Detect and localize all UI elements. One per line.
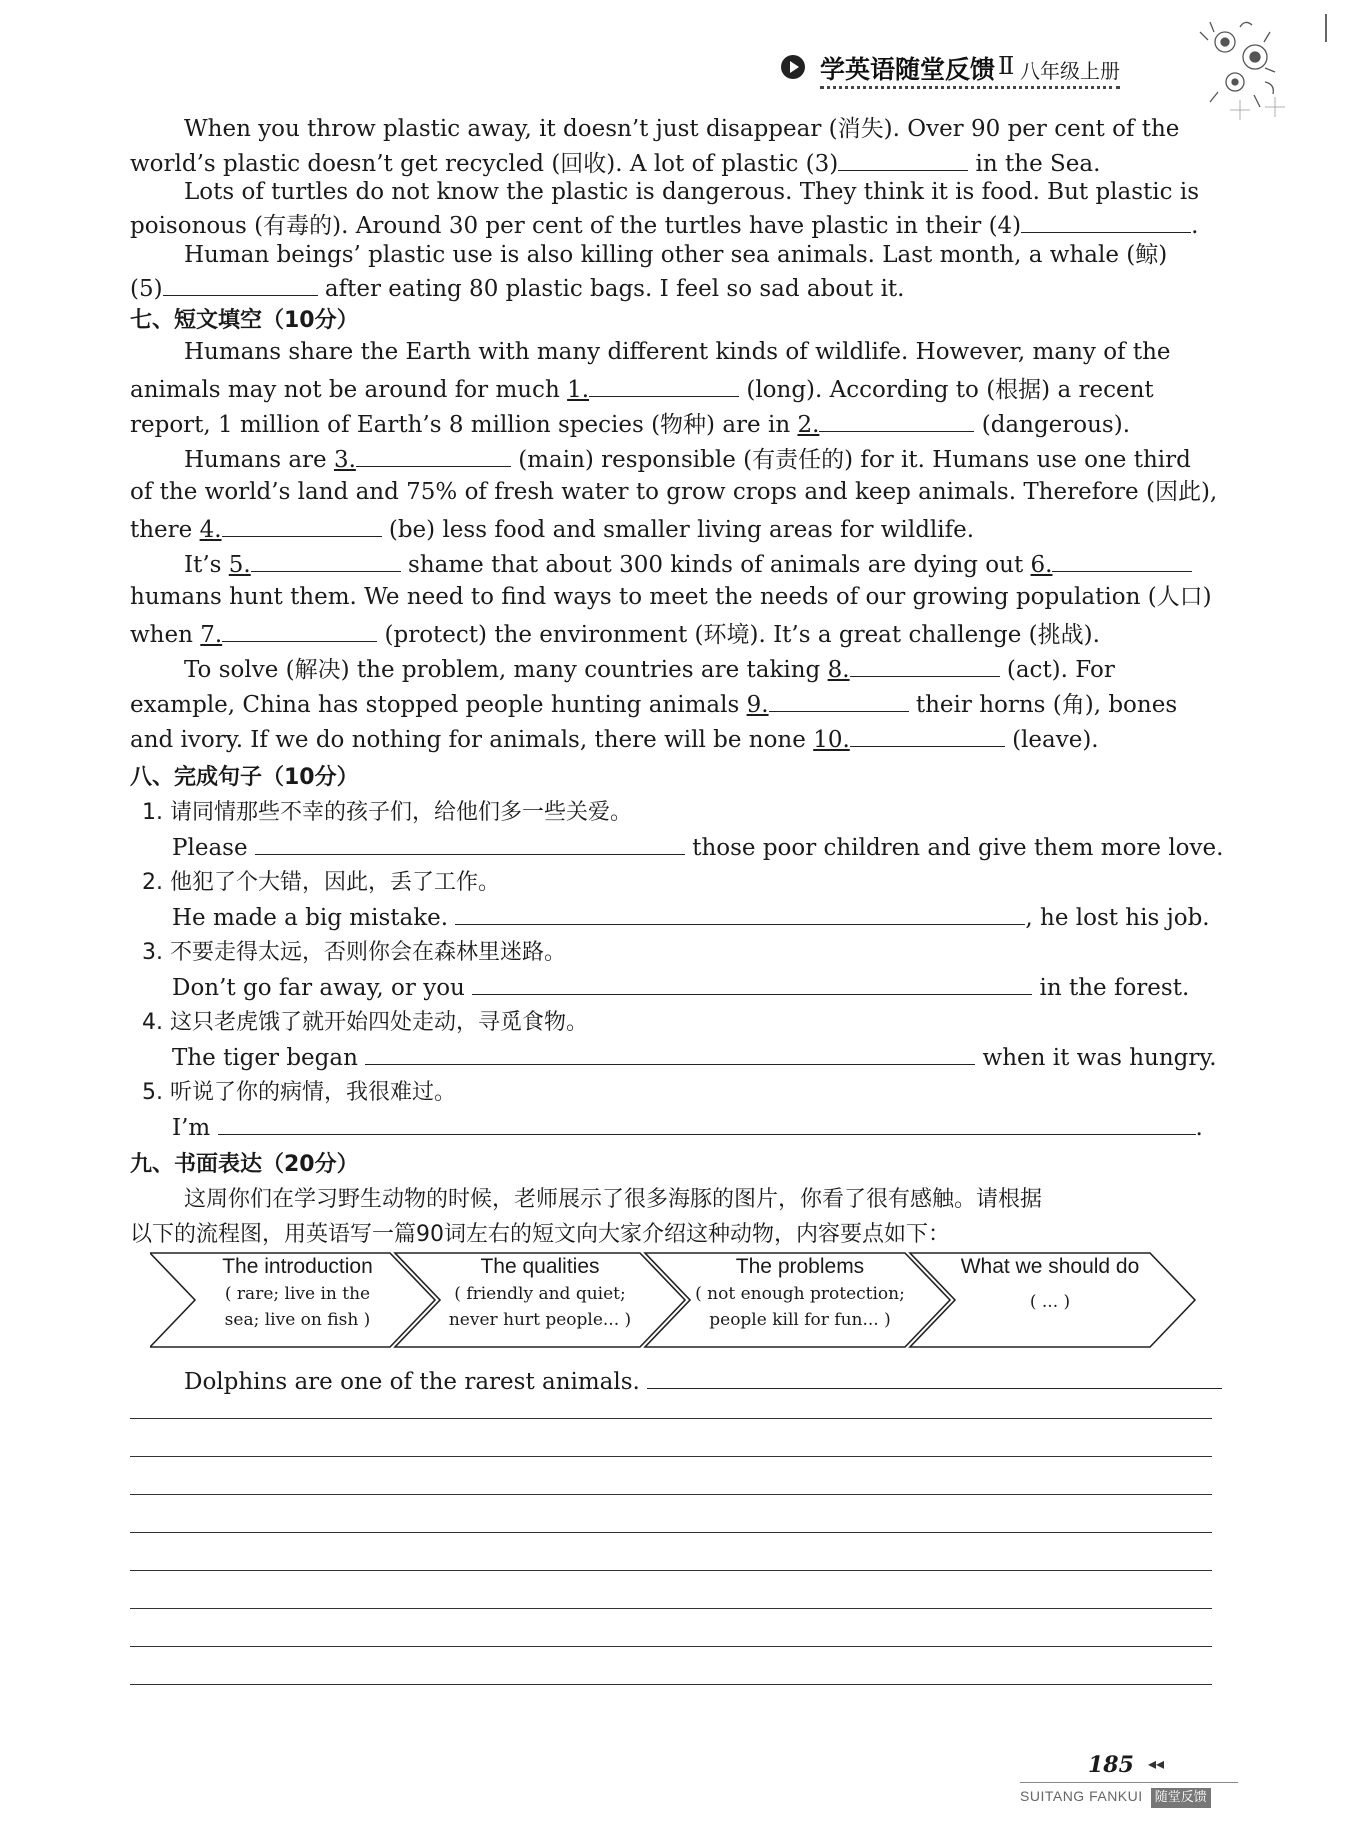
text: When you throw plastic away, it doesn’t just disappear (消失). Over 90 per cent of the <box>184 116 1180 142</box>
text: in the Sea. <box>975 151 1101 177</box>
answer-blank-6[interactable] <box>1052 547 1192 572</box>
answer-blank-3b[interactable] <box>356 442 511 467</box>
flow-step-title: The qualities <box>480 1255 600 1278</box>
volume-mark: Ⅱ <box>998 52 1015 80</box>
passage-line <box>130 547 1212 580</box>
answer-blank-4[interactable] <box>1021 208 1191 233</box>
grade-label: 八年级上册 <box>1020 59 1120 83</box>
blank-number: 1. <box>567 377 590 403</box>
passage-line <box>130 240 1212 270</box>
text: example, China has stopped people hunting animals <box>130 692 740 718</box>
answer-line-5[interactable] <box>218 1110 1196 1135</box>
writing-line[interactable] <box>130 1532 1212 1533</box>
flow-step-4 <box>940 1254 1160 1324</box>
answer-line-3[interactable] <box>472 970 1032 995</box>
section-8-title: 八、完成句子（10分） <box>130 765 359 790</box>
text: when <box>130 622 193 648</box>
flow-step-title: The problems <box>735 1255 865 1278</box>
text: It’s <box>184 552 222 578</box>
text: Please <box>172 835 248 861</box>
writing-line[interactable] <box>130 1418 1212 1419</box>
flow-step-detail: ( ... ) <box>1029 1292 1071 1312</box>
flow-step-detail: people kill for fun... ) <box>709 1310 891 1330</box>
sentence-line <box>172 1040 1217 1073</box>
flow-step-detail: ( rare; live in the <box>224 1284 371 1304</box>
passage-line <box>130 687 1212 720</box>
writing-line[interactable] <box>130 1456 1212 1457</box>
answer-blank-7[interactable] <box>222 617 377 642</box>
answer-line-2[interactable] <box>455 900 1025 925</box>
passage-line <box>130 271 1212 304</box>
text: (5) <box>130 276 163 302</box>
text: Lots of turtles do not know the plastic is dangerous. They think it is food. But plastic is <box>184 179 1199 205</box>
text: . <box>1191 213 1199 239</box>
flower-ornament-icon <box>1180 12 1290 122</box>
sentence-prompt-cn: 1. 请同情那些不幸的孩子们，给他们多一些关爱。 <box>142 800 632 825</box>
writing-line[interactable] <box>130 1608 1212 1609</box>
text: (dangerous). <box>981 412 1131 438</box>
text: (protect) the environment (环境). It’s a great challenge (挑战). <box>384 622 1100 648</box>
answer-blank-1[interactable] <box>589 372 739 397</box>
text: Humans share the Earth with many different kinds of wildlife. However, many of the <box>184 339 1171 365</box>
sentence-line <box>172 830 1224 863</box>
text: after eating 80 plastic bags. I feel so sad about it. <box>324 276 905 302</box>
text: those poor children and give them more love. <box>692 835 1224 861</box>
blank-number: 3. <box>333 447 356 473</box>
text: (be) less food and smaller living areas for wildlife. <box>388 517 975 543</box>
blank-number: 5. <box>228 552 251 578</box>
blank-number: 7. <box>200 622 223 648</box>
flow-step-title: What we should do <box>960 1255 1140 1278</box>
brand-en: SUITANG FANKUI <box>1020 1788 1143 1804</box>
flow-step-3 <box>690 1254 910 1332</box>
answer-blank-2[interactable] <box>819 407 974 432</box>
writing-line[interactable] <box>130 1570 1212 1571</box>
answer-blank-5[interactable] <box>163 271 318 296</box>
text: world’s plastic doesn’t get recycled (回收). A lot of plastic (3) <box>130 151 839 177</box>
passage-line <box>130 146 1212 179</box>
brand-cn: 随堂反馈 <box>1151 1788 1211 1808</box>
text: their horns (角), bones <box>915 692 1178 718</box>
text: (leave). <box>1012 727 1099 753</box>
passage-line <box>130 407 1212 440</box>
text: I’m <box>172 1115 211 1141</box>
sentence-prompt-cn: 3. 不要走得太远，否则你会在森林里迷路。 <box>142 940 566 965</box>
writing-prompt-line-2: 以下的流程图，用英语写一篇90词左右的短文向大家介绍这种动物，内容要点如下： <box>130 1222 950 1247</box>
answer-blank-4b[interactable] <box>222 512 382 537</box>
sentence-prompt-cn: 2. 他犯了个大错，因此，丢了工作。 <box>142 870 500 895</box>
answer-line-1[interactable] <box>255 830 685 855</box>
answer-line-4[interactable] <box>365 1040 975 1065</box>
flow-step-detail: sea; live on fish ) <box>224 1310 371 1330</box>
writing-line[interactable] <box>130 1684 1212 1685</box>
text: . <box>1195 1115 1203 1141</box>
text: there <box>130 517 193 543</box>
flow-step-2 <box>440 1254 640 1332</box>
passage-line <box>130 337 1212 367</box>
passage-line <box>130 372 1212 405</box>
passage-line <box>130 208 1212 241</box>
flow-step-1 <box>200 1254 395 1332</box>
passage-line <box>130 617 1212 650</box>
text: (main) responsible (有责任的) for it. Humans use one third <box>518 447 1191 473</box>
answer-blank-5b[interactable] <box>251 547 401 572</box>
blank-number: 9. <box>746 692 769 718</box>
blank-number: 2. <box>797 412 820 438</box>
passage-line <box>130 177 1212 207</box>
section-9-title: 九、书面表达（20分） <box>130 1152 359 1177</box>
passage-line <box>130 652 1212 685</box>
page-number: 185 <box>1088 1752 1134 1778</box>
answer-blank-3[interactable] <box>838 146 968 171</box>
sentence-prompt-cn: 5. 听说了你的病情，我很难过。 <box>142 1080 456 1105</box>
passage-line <box>130 442 1212 475</box>
section-7-title: 七、短文填空（10分） <box>130 308 359 333</box>
text: and ivory. If we do nothing for animals, there will be none <box>130 727 806 753</box>
text: humans hunt them. We need to find ways to meet the needs of our growing population (人口) <box>130 584 1212 610</box>
writing-prompt-line-1: 这周你们在学习野生动物的时候，老师展示了很多海豚的图片，你看了很有感触。请根据 <box>184 1187 1043 1212</box>
text: (long). According to (根据) a recent <box>746 377 1154 403</box>
writing-line[interactable] <box>130 1494 1212 1495</box>
writing-start-line <box>184 1364 1212 1397</box>
text: animals may not be around for much <box>130 377 560 403</box>
text: poisonous (有毒的). Around 30 per cent of the turtles have plastic in their (4) <box>130 213 1022 239</box>
page-header <box>780 48 1180 98</box>
text: Human beings’ plastic use is also killing other sea animals. Last month, a whale (鲸) <box>184 242 1168 268</box>
flow-step-detail: ( friendly and quiet; <box>454 1284 626 1304</box>
footer-rule <box>1020 1782 1238 1783</box>
text: To solve (解决) the problem, many countries are taking <box>184 657 821 683</box>
text: shame that about 300 kinds of animals are dying out <box>408 552 1024 578</box>
flow-step-detail: never hurt people... ) <box>448 1310 632 1330</box>
text: report, 1 million of Earth’s 8 million species (物种) are in <box>130 412 791 438</box>
text: Humans are <box>184 447 327 473</box>
passage-line <box>130 582 1212 612</box>
writing-line-0[interactable] <box>647 1364 1222 1389</box>
blank-number: 10. <box>813 727 850 753</box>
text: Don’t go far away, or you <box>172 975 465 1001</box>
play-icon <box>780 54 806 80</box>
flow-chart <box>150 1252 1200 1348</box>
blank-number: 6. <box>1030 552 1053 578</box>
book-title: 学英语随堂反馈 <box>820 55 996 84</box>
flow-step-detail: ( not enough protection; <box>695 1284 905 1304</box>
text: of the world’s land and 75% of fresh water to grow crops and keep animals. Therefore (因此), <box>130 479 1218 505</box>
sentence-line <box>172 900 1212 933</box>
text: (act). For <box>1006 657 1115 683</box>
sentence-line <box>172 970 1212 1003</box>
blank-number: 4. <box>199 517 222 543</box>
text: when it was hungry. <box>982 1045 1217 1071</box>
text: , he lost his job. <box>1025 905 1210 931</box>
header-dotted-rule <box>820 86 1120 89</box>
passage-line <box>130 477 1218 507</box>
answer-blank-10[interactable] <box>850 722 1005 747</box>
passage-line <box>130 722 1212 755</box>
sentence-line <box>172 1110 1212 1143</box>
edge-mark <box>1325 14 1327 42</box>
passage-line <box>130 114 1212 144</box>
answer-blank-9[interactable] <box>769 687 909 712</box>
writing-line[interactable] <box>130 1646 1212 1647</box>
footer-arrows: ◂◂ <box>1148 1754 1165 1773</box>
text: He made a big mistake. <box>172 905 449 931</box>
passage-line <box>130 512 1212 545</box>
text: The tiger began <box>172 1045 358 1071</box>
text: Dolphins are one of the rarest animals. <box>184 1369 640 1395</box>
blank-number: 8. <box>827 657 850 683</box>
sentence-prompt-cn: 4. 这只老虎饿了就开始四处走动，寻觅食物。 <box>142 1010 588 1035</box>
text: in the forest. <box>1039 975 1190 1001</box>
footer-brand <box>1020 1786 1240 1808</box>
answer-blank-8[interactable] <box>850 652 1000 677</box>
flow-step-title: The introduction <box>222 1255 373 1278</box>
